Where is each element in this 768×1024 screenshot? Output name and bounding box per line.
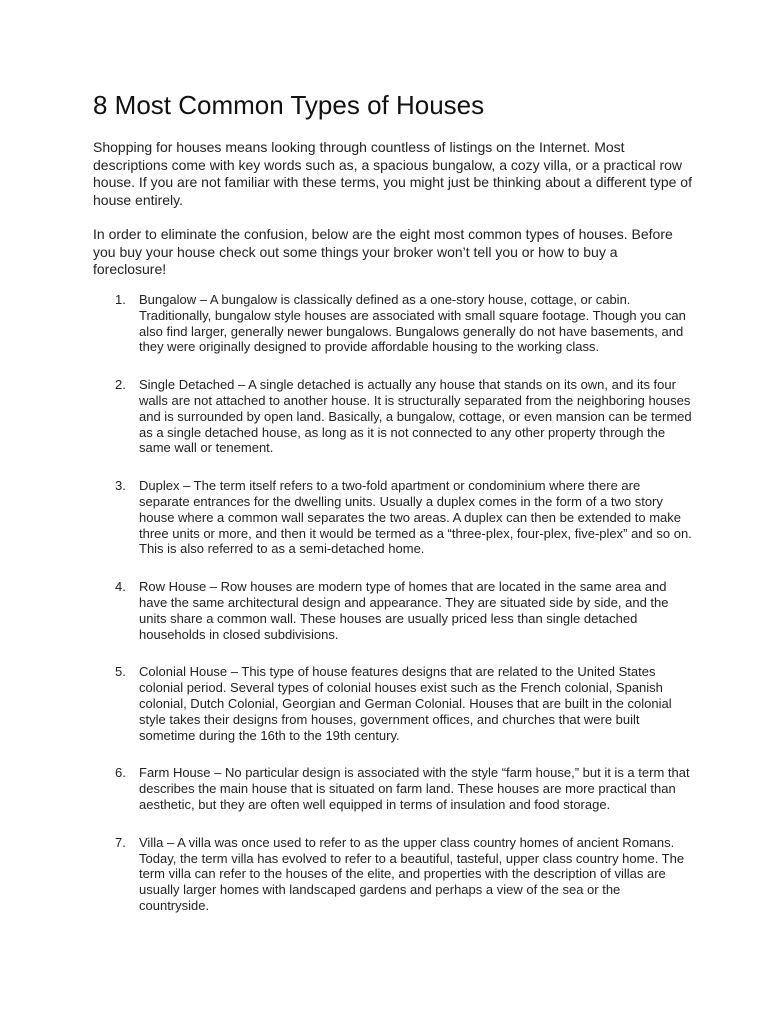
list-item-text: Duplex – The term itself refers to a two-fold apartment or condominium where there are separate entrances for the dwelling units. Usually a duplex comes in the form of a two story house where a common wall separates the two areas. A duplex can then be extended to make three units or more, and then it would be termed as a “three-plex, four-plex, five-plex” and so on. This is also referred to as a semi-detached home. [139, 478, 692, 557]
house-types-list [93, 292, 693, 936]
list-item-number: 1. [115, 292, 126, 307]
list-item [93, 835, 693, 914]
list-item-number: 4. [115, 579, 126, 595]
list-item [93, 377, 693, 456]
list-item-text: Villa – A villa was once used to refer to as the upper class country homes of ancient Romans. Today, the term villa has evolved to refer to a beautiful, tasteful, upper class country home. The term villa can refer to the houses of the elite, and properties with the description of villas are usually larger homes with landscaped gardens and perhaps a view of the sea or the countryside. [139, 834, 685, 913]
document-title: 8 Most Common Types of Houses [93, 90, 485, 120]
list-item-text: Colonial House – This type of house features designs that are related to the United States colonial period. Several types of colonial houses exist such as the French colonial, Spanish colonial, Dutch Colonial, Georgian and German Colonial. Houses that are built in the colonial style takes their designs from houses, government offices, and churches that were built sometime during the 16th to the 19th century. [139, 664, 672, 743]
list-item-text: Single Detached – A single detached is actually any house that stands on its own, and its four walls are not attached to another house. It is structurally separated from the neighboring houses and is surrounded by open land. Basically, a bungalow, cottage, or even mansion can be termed as a single detached house, as long as it is not connected to any other property through the same wall or tenement. [139, 377, 692, 456]
intro-paragraph: Shopping for houses means looking through countless of listings on the Internet. Most descriptions come with key words such as, a spacious bungalow, a cozy villa, or a practical row house. If you are not familiar with these terms, you might just be thinking about a different type of house entirely. [93, 139, 692, 208]
list-item-number: 3. [115, 478, 126, 494]
list-item [93, 292, 693, 355]
list-item [93, 579, 693, 642]
list-item-text: Farm House – No particular design is associated with the style “farm house,” but it is a term that describes the main house that is situated on farm land. These houses are more practical than aesthetic, but they are often well equipped in terms of insulation and food storage. [139, 765, 690, 812]
list-item-number: 5. [115, 664, 126, 680]
list-item-number: 6. [115, 765, 126, 781]
list-item-text: Row House – Row houses are modern type of homes that are located in the same area and have the same architectural design and appearance. They are situated side by side, and the units share a common wall. These houses are usually priced less than single detached households in closed subdivisions. [139, 579, 669, 642]
list-item [93, 765, 693, 812]
intro-paragraph: In order to eliminate the confusion, below are the eight most common types of houses. Before you buy your house check out some things your broker won’t tell you or how to buy a foreclosure! [93, 226, 673, 277]
list-item-number: 7. [115, 834, 126, 850]
list-item-text: Bungalow – A bungalow is classically defined as a one-story house, cottage, or cabin. Traditionally, bungalow style houses are associated with small square footage. Though you can also find larger, generally newer bungalows. Bungalows generally do not have basements, and they were originally designed to provide affordable housing to the working class. [139, 292, 686, 355]
list-item [93, 478, 693, 557]
list-item [93, 664, 693, 743]
list-item-number: 2. [115, 377, 126, 393]
